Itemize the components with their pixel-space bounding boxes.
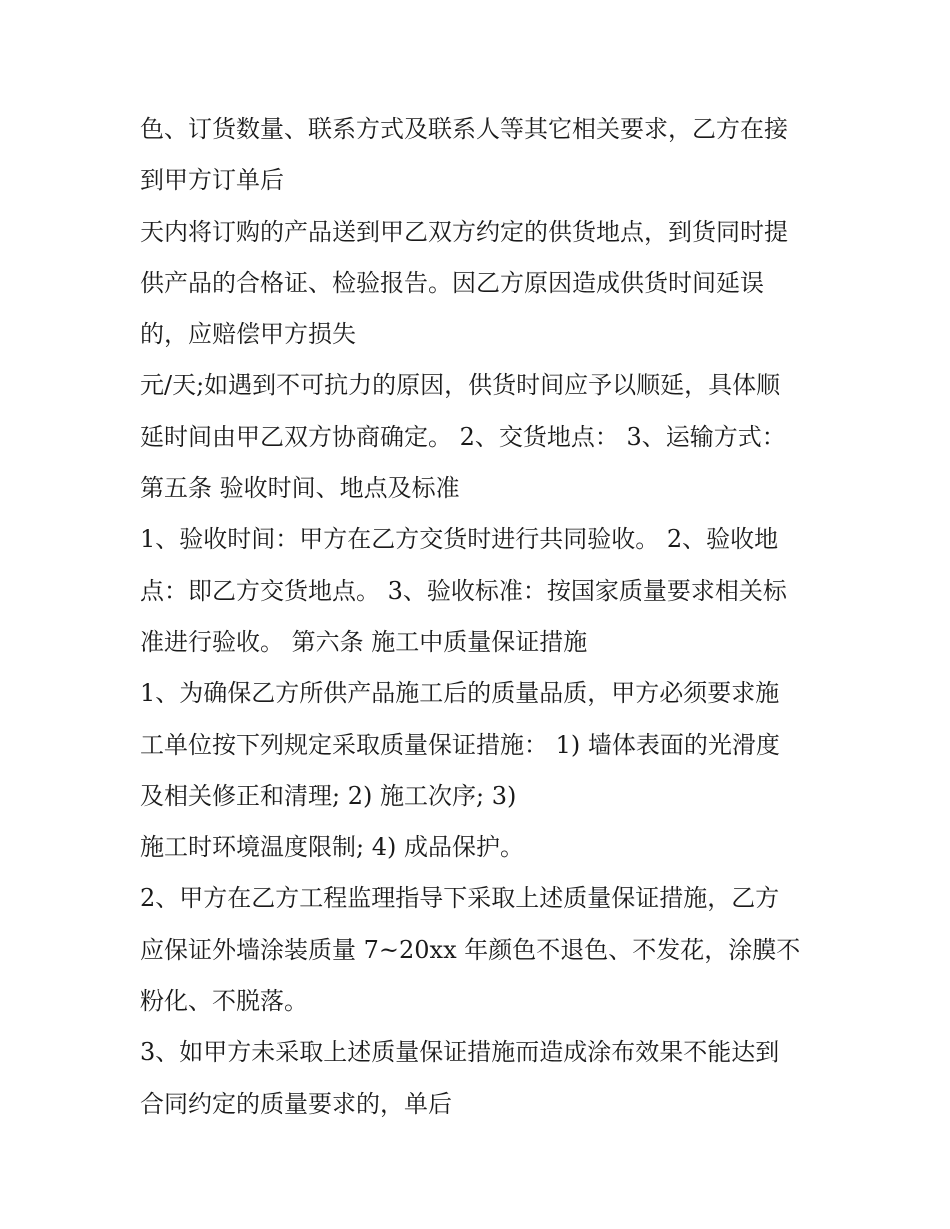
text-line-9: 1、验收时间：甲方在乙方交货时进行共同验收。 2、验收地 bbox=[140, 525, 779, 554]
text-line-13: 工单位按下列规定采取质量保证措施： 1) 墙体表面的光滑度 bbox=[140, 730, 780, 759]
text-line-2: 到甲方订单后 bbox=[140, 166, 284, 195]
text-line-7: 延时间由甲乙双方协商确定。 2、交货地点： 3、运输方式： bbox=[140, 422, 786, 451]
text-line-19: 3、如甲方未采取上述质量保证措施而造成涂布效果不能达到 bbox=[140, 1038, 780, 1067]
text-line-16: 2、甲方在乙方工程监理指导下采取上述质量保证措施，乙方 bbox=[140, 884, 780, 913]
text-line-10: 点：即乙方交货地点。 3、验收标准：按国家质量要求相关标 bbox=[140, 576, 787, 605]
text-line-15: 施工时环境温度限制; 4) 成品保护。 bbox=[140, 833, 524, 862]
section-heading-article-5: 第五条 验收时间、地点及标准 bbox=[140, 474, 460, 503]
text-line-20: 合同约定的质量要求的，单后 bbox=[140, 1089, 452, 1118]
text-line-5: 的，应赔偿甲方损失 bbox=[140, 320, 356, 349]
text-line-11: 准进行验收。 第六条 施工中质量保证措施 bbox=[140, 627, 588, 656]
text-line-17: 应保证外墙涂装质量 7~20xx 年颜色不退色、不发花，涂膜不 bbox=[140, 935, 801, 964]
text-line-3: 天内将订购的产品送到甲乙双方约定的供货地点，到货同时提 bbox=[140, 217, 788, 246]
text-line-1: 色、订货数量、联系方式及联系人等其它相关要求，乙方在接 bbox=[140, 115, 788, 143]
text-line-6: 元/天;如遇到不可抗力的原因，供货时间应予以顺延，具体顺 bbox=[140, 371, 781, 400]
contract-text-body bbox=[140, 104, 830, 1130]
text-line-4: 供产品的合格证、检验报告。因乙方原因造成供货时间延误 bbox=[140, 268, 764, 297]
text-line-12: 1、为确保乙方所供产品施工后的质量品质，甲方必须要求施 bbox=[140, 679, 780, 708]
text-line-18: 粉化、不脱落。 bbox=[140, 987, 308, 1016]
text-line-14: 及相关修正和清理; 2) 施工次序; 3) bbox=[140, 781, 517, 810]
